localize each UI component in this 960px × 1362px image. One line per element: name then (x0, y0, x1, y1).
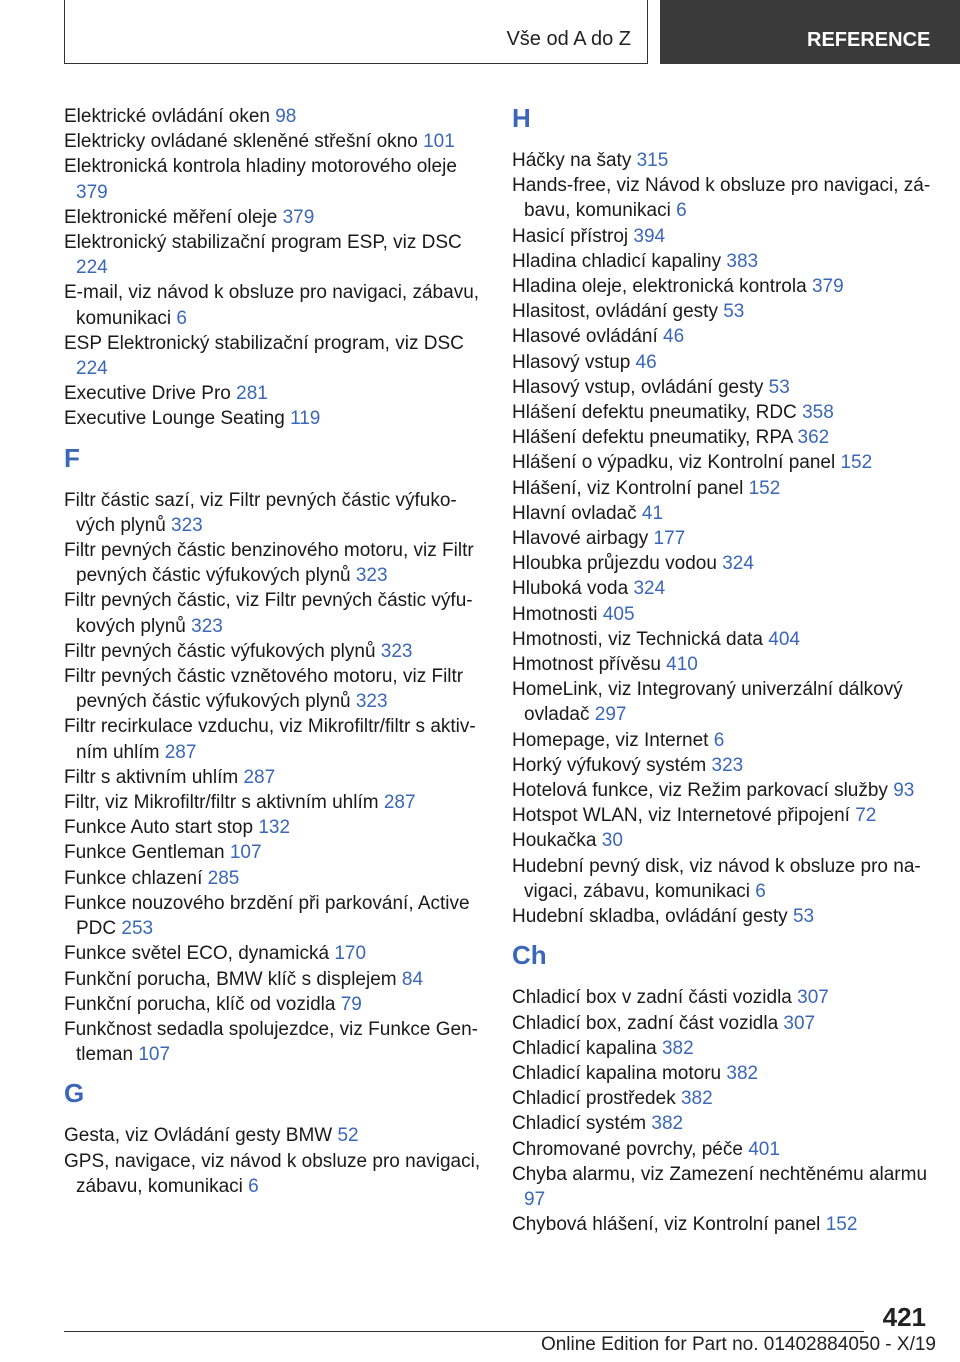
page-reference-link[interactable]: 253 (121, 918, 154, 940)
index-entry (512, 677, 932, 727)
index-entry (512, 501, 932, 526)
page-reference-link[interactable]: 101 (423, 131, 455, 153)
index-column-left (64, 104, 484, 1199)
page-reference-link[interactable]: 285 (207, 867, 240, 889)
index-entry (512, 173, 932, 223)
index-entry-term: Hloubka průjezdu vodou (512, 553, 723, 575)
index-entry (64, 992, 484, 1017)
index-entry (64, 488, 484, 538)
index-letter-heading: H (512, 103, 531, 133)
page-reference-link[interactable]: 119 (290, 408, 321, 430)
index-entry-term: Hladina oleje, elektronická kontrola (512, 276, 812, 298)
index-entry-term: Elektrické ovládání oken (64, 106, 276, 127)
index-entry (64, 1149, 484, 1199)
index-entry (64, 406, 484, 431)
page-reference-link[interactable]: 307 (797, 987, 829, 1009)
page-reference-link[interactable]: 46 (663, 326, 685, 348)
index-entry-term: Filtr pevných částic, viz Filtr pevných částic výfukových plynů (64, 590, 473, 637)
index-entry (64, 588, 484, 638)
index-entry (512, 985, 932, 1010)
page-reference-link[interactable]: 382 (651, 1113, 684, 1135)
index-entry-term: Hlasový vstup (512, 351, 636, 373)
page-reference-link[interactable]: 323 (355, 691, 388, 713)
index-entry-term: Hudební pevný disk, viz návod k obsluze pro navigaci, zábavu, komunikaci (512, 855, 921, 902)
page-reference-link[interactable]: 6 (248, 1175, 259, 1197)
index-entry-term: Hladina chladicí kapaliny (512, 250, 727, 272)
page-reference-link[interactable]: 382 (726, 1062, 759, 1084)
index-entry (512, 425, 932, 450)
index-entry (64, 815, 484, 840)
index-entry-term: Executive Lounge Seating (64, 408, 291, 430)
index-entry (64, 280, 484, 330)
page-reference-link[interactable]: 323 (171, 514, 203, 536)
page-reference-link[interactable]: 30 (601, 830, 623, 852)
page-reference-link[interactable]: 394 (633, 225, 666, 247)
index-entry (64, 714, 484, 764)
index-entry-term: Chladicí prostředek (512, 1088, 681, 1110)
page-reference-link[interactable]: 404 (768, 628, 800, 650)
index-letter-heading: Ch (512, 940, 547, 971)
index-entry-term: Hotspot WLAN, viz Internetové připojení (512, 805, 856, 827)
index-entry-term: Hmotnosti, viz Technická data (512, 628, 769, 650)
index-entry-term: Chyba alarmu, viz Zamezení nechtěnému alarmu (512, 1163, 928, 1185)
page-reference-link[interactable]: 41 (641, 502, 664, 524)
index-entry-term: Funkční porucha, BMW klíč s displejem (64, 968, 402, 990)
page-reference-link[interactable]: 382 (680, 1088, 713, 1110)
index-entry-term: Chladicí kapalina motoru (512, 1062, 727, 1084)
index-entry (512, 904, 932, 929)
page-reference-link[interactable]: 323 (355, 565, 388, 587)
index-entry (512, 1061, 932, 1086)
page-reference-link[interactable]: 6 (755, 880, 766, 902)
index-entry-term: Chladicí kapalina (512, 1037, 662, 1059)
page-reference-link[interactable]: 382 (661, 1037, 694, 1059)
page-reference-link[interactable]: 358 (802, 402, 834, 424)
index-entry-term: Hlasový vstup, ovládání gesty (512, 376, 769, 398)
index-entry-term: Hlášení defektu pneumatiky, RDC (512, 402, 803, 424)
index-entry-term: Hlášení o výpadku, viz Kontrolní panel (512, 452, 841, 474)
index-entry-term: Hotelová funkce, viz Režim parkovací služby (512, 780, 894, 802)
page-reference-link[interactable]: 177 (653, 528, 686, 550)
page-reference-link[interactable]: 6 (713, 729, 725, 751)
index-entry (512, 450, 932, 475)
index-entry (64, 967, 484, 992)
index-entry-term: Homepage, viz Internet (512, 729, 714, 751)
index-entry (512, 274, 932, 299)
index-entry-term: E-mail, viz návod k obsluze pro navigaci, zábavu, komunikaci (64, 282, 480, 329)
index-entry-term: Houkačka (512, 830, 602, 852)
page-reference-link[interactable]: 379 (76, 181, 108, 203)
page-reference-link[interactable]: 297 (594, 704, 627, 726)
index-entry-term: Funkce světel ECO, dynamická (64, 943, 335, 965)
index-entry-term: Filtr s aktivním uhlím (64, 766, 244, 788)
index-entry-term: ESP Elektronický stabilizační program, viz DSC (64, 332, 464, 354)
index-entry-term: Hands-free, viz Návod k obsluze pro navigaci, zábavu, komunikaci (512, 175, 931, 222)
index-entry (64, 891, 484, 941)
page-reference-link[interactable]: 383 (726, 250, 759, 272)
index-entry (512, 778, 932, 803)
page-reference-link[interactable]: 287 (383, 792, 416, 814)
index-entry (512, 1111, 932, 1136)
page-reference-link[interactable]: 323 (380, 640, 413, 662)
index-entry (512, 1162, 932, 1212)
index-entry-term: Hasicí přístroj (512, 225, 634, 247)
index-entry-term: Funkce nouzového brzdění při parkování, Active PDC (64, 892, 470, 940)
index-entry-term: Háčky na šaty (512, 150, 637, 171)
index-entry (64, 104, 484, 129)
footer-divider (64, 1331, 864, 1332)
index-entry-term: Elektronická kontrola hladiny motorového oleje (64, 156, 457, 178)
page-reference-link[interactable]: 53 (723, 301, 745, 323)
index-entry-term: Filtr pevných částic výfukových plynů (64, 640, 381, 662)
index-entry (512, 299, 932, 324)
page-reference-link[interactable]: 6 (676, 200, 687, 222)
index-entry-term: Funkční porucha, klíč od vozidla (64, 993, 341, 1015)
index-entry-term: Funkce chlazení (64, 867, 208, 889)
index-entry (512, 249, 932, 274)
index-entry-term: Filtr pevných částic benzinového motoru, viz Filtr pevných částic výfukových plynů (64, 540, 474, 587)
index-entry-term: Elektronické měření oleje (64, 206, 283, 228)
index-entry-term: Filtr částic sazí, viz Filtr pevných částic výfukových plynů (64, 489, 457, 536)
index-entry-term: Hmotnosti (512, 603, 603, 625)
page-reference-link[interactable]: 107 (138, 1044, 171, 1066)
edition-note: Online Edition for Part no. 01402884050 - X/19 (540, 1334, 936, 1355)
index-entry (512, 627, 932, 652)
page-reference-link[interactable]: 152 (748, 477, 781, 499)
index-entry-term: HomeLink, viz Integrovaný univerzální dálkový ovladač (512, 679, 903, 726)
index-entry-term: Hlášení, viz Kontrolní panel (512, 477, 749, 499)
index-entry-term: Hmotnost přívěsu (512, 654, 667, 676)
page-reference-link[interactable]: 362 (797, 427, 830, 449)
page-reference-link[interactable]: 52 (337, 1125, 359, 1147)
index-entry (512, 375, 932, 400)
index-letter-heading: F (64, 442, 80, 473)
index-entry (64, 1123, 484, 1148)
index-entry (512, 602, 932, 627)
index-entry-term: Executive Drive Pro (64, 383, 237, 405)
chapter-tab: REFERENCE (660, 0, 960, 64)
index-entry (64, 230, 484, 280)
index-entry (64, 765, 484, 790)
page-reference-link[interactable]: 72 (855, 805, 877, 827)
index-entry (64, 664, 484, 714)
index-entry-term: Hlasitost, ovládání gesty (512, 301, 724, 323)
index-entry-term: Funkce Auto start stop (64, 817, 259, 839)
index-entry (512, 350, 932, 375)
index-entry (512, 576, 932, 601)
page-reference-link[interactable]: 324 (633, 578, 666, 600)
page-reference-link[interactable]: 6 (176, 307, 187, 329)
index-entry (512, 753, 932, 778)
index-entry (512, 526, 932, 551)
index-entry (512, 652, 932, 677)
index-entry (512, 1212, 932, 1237)
index-entry (64, 129, 484, 154)
index-entry-term: Elektronický stabilizační program ESP, viz DSC (64, 232, 462, 254)
index-entry (64, 840, 484, 865)
page-reference-link[interactable]: 152 (825, 1214, 858, 1236)
index-entry-term: Horký výfukový systém (512, 754, 712, 776)
index-entry (64, 538, 484, 588)
index-entry (64, 790, 484, 815)
section-title: Vše od A do Z (506, 28, 631, 50)
index-entry-term: Hluboká voda (512, 578, 634, 600)
index-entry-term: Gesta, viz Ovládání gesty BMW (64, 1125, 338, 1147)
page-reference-link[interactable]: 287 (164, 741, 197, 763)
page-reference-link[interactable]: 79 (340, 993, 362, 1015)
page-reference-link[interactable]: 379 (811, 276, 844, 298)
index-column-right (512, 104, 932, 1237)
index-entry (512, 224, 932, 249)
index-entry-term: Chladicí box v zadní části vozidla (512, 987, 798, 1009)
page-reference-link[interactable]: 98 (275, 106, 297, 127)
index-entry-term: Hudební skladba, ovládání gesty (512, 906, 793, 928)
index-entry (512, 324, 932, 349)
index-entry-term: Filtr recirkulace vzduchu, viz Mikrofiltr/filtr s aktivním uhlím (64, 716, 476, 763)
index-letter-heading: G (64, 1078, 85, 1109)
page-reference-link[interactable]: 53 (768, 376, 790, 398)
index-entry-term: Chladicí systém (512, 1113, 652, 1135)
index-entry-term: Chybová hlášení, viz Kontrolní panel (512, 1214, 826, 1236)
index-entry (64, 866, 484, 891)
index-entry (512, 1137, 932, 1162)
index-entry (512, 854, 932, 904)
index-entry (64, 154, 484, 204)
index-entry-term: Filtr pevných částic vznětového motoru, viz Filtr pevných částic výfukových plynů (64, 666, 464, 713)
index-entry-term: Elektricky ovládané skleněné střešní okno (64, 131, 424, 153)
index-entry (64, 205, 484, 230)
page-reference-link[interactable]: 379 (282, 206, 315, 228)
page-reference-link[interactable]: 170 (334, 943, 367, 965)
index-entry-term: GPS, navigace, viz návod k obsluze pro navigaci, zábavu, komunikaci (64, 1150, 481, 1197)
page-reference-link[interactable]: 401 (748, 1138, 780, 1160)
page-reference-link[interactable]: 53 (792, 906, 815, 928)
index-entry (64, 381, 484, 406)
page-reference-link[interactable]: 152 (840, 452, 873, 474)
page-reference-link[interactable]: 287 (243, 766, 276, 788)
page-reference-link[interactable]: 281 (236, 383, 268, 405)
index-entry-term: Hlášení defektu pneumatiky, RPA (512, 427, 798, 449)
index-entry (512, 803, 932, 828)
index-entry (512, 828, 932, 853)
page-reference-link[interactable]: 132 (258, 817, 291, 839)
index-entry (64, 331, 484, 381)
index-entry (512, 148, 932, 173)
page-reference-link[interactable]: 410 (666, 654, 698, 676)
page-reference-link[interactable]: 405 (602, 603, 635, 625)
index-entry (64, 639, 484, 664)
index-entry (512, 1086, 932, 1111)
index-entry-term: Funkce Gentleman (64, 842, 230, 864)
index-entry (512, 1036, 932, 1061)
index-entry-term: Funkčnost sedadla spolujezdce, viz Funkce Gentleman (64, 1018, 478, 1066)
header-section-box (64, 0, 648, 64)
index-entry (512, 476, 932, 501)
index-entry (64, 1017, 484, 1067)
index-entry-term: Hlavní ovladač (512, 502, 642, 524)
page-reference-link[interactable]: 324 (722, 553, 754, 575)
page-reference-link[interactable]: 97 (524, 1188, 546, 1210)
page-reference-link[interactable]: 323 (711, 754, 744, 776)
page-reference-link[interactable]: 224 (76, 358, 108, 380)
index-entry-term: Hlavové airbagy (512, 528, 654, 550)
page-reference-link[interactable]: 224 (76, 257, 108, 279)
page-reference-link[interactable]: 93 (893, 780, 915, 802)
index-entry-term: Filtr, viz Mikrofiltr/filtr s aktivním uhlím (64, 792, 384, 814)
page-reference-link[interactable]: 107 (229, 842, 262, 864)
index-entry (512, 1011, 932, 1036)
page-reference-link[interactable]: 46 (635, 351, 657, 373)
page-number: 421 (882, 1302, 926, 1332)
index-entry (512, 400, 932, 425)
index-entry-term: Chromované povrchy, péče (512, 1138, 749, 1160)
page-reference-link[interactable]: 84 (401, 968, 424, 990)
index-entry (512, 728, 932, 753)
page-reference-link[interactable]: 315 (636, 150, 669, 171)
index-entry (64, 941, 484, 966)
index-entry-term: Hlasové ovládání (512, 326, 664, 348)
page-reference-link[interactable]: 323 (191, 615, 223, 637)
index-entry (512, 551, 932, 576)
index-entry-term: Chladicí box, zadní část vozidla (512, 1012, 784, 1034)
page-reference-link[interactable]: 307 (783, 1012, 816, 1034)
